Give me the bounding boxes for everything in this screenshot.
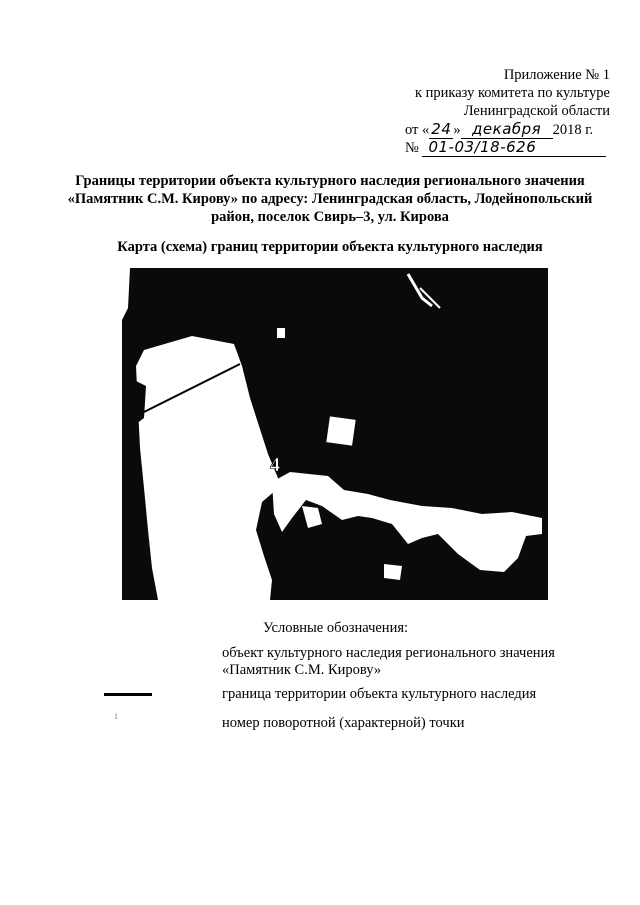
header-line-1: Приложение № 1 bbox=[503, 67, 610, 83]
legend-item-point: номер поворотной (характерной) точки bbox=[222, 715, 465, 731]
date-day: 24 bbox=[431, 120, 452, 138]
title-line-2: «Памятник С.М. Кирову» по адресу: Ленинградская область, Лодейнопольский bbox=[67, 191, 593, 207]
date-month: декабря bbox=[461, 120, 553, 139]
title-line-1: Границы территории объекта культурного наследия регионального значения bbox=[75, 173, 585, 189]
date-mid: » bbox=[453, 122, 461, 138]
map-title: Карта (схема) границ территории объекта культурного наследия bbox=[117, 239, 543, 255]
map-scheme bbox=[122, 268, 548, 600]
header-line-3: Ленинградской области bbox=[463, 103, 610, 119]
legend-heading: Условные обозначения: bbox=[263, 620, 409, 636]
order-number bbox=[405, 138, 610, 157]
number-prefix: № bbox=[405, 140, 419, 156]
legend-item-object-line-2: «Памятник С.М. Кирову» bbox=[222, 662, 382, 678]
date-year: 2018 г. bbox=[552, 122, 594, 138]
map-light-patch bbox=[384, 564, 402, 580]
map-small-patch bbox=[277, 328, 285, 338]
order-date bbox=[405, 120, 615, 139]
monument-object bbox=[326, 416, 355, 445]
legend-point-symbol: 1 bbox=[114, 712, 118, 721]
map-dot bbox=[229, 575, 235, 581]
turning-point-label: 4 bbox=[270, 454, 280, 476]
title-line-3: район, поселок Свирь–3, ул. Кирова bbox=[211, 209, 449, 225]
number-value: 01-03/18-626 bbox=[422, 138, 606, 157]
legend-item-boundary: граница территории объекта культурного наследия bbox=[222, 686, 537, 702]
header-line-2: к приказу комитета по культуре bbox=[414, 85, 610, 101]
date-prefix: от « bbox=[405, 122, 430, 138]
legend-item-object-line-1: объект культурного наследия регионального значения bbox=[222, 645, 555, 661]
legend-boundary-symbol bbox=[104, 693, 152, 696]
